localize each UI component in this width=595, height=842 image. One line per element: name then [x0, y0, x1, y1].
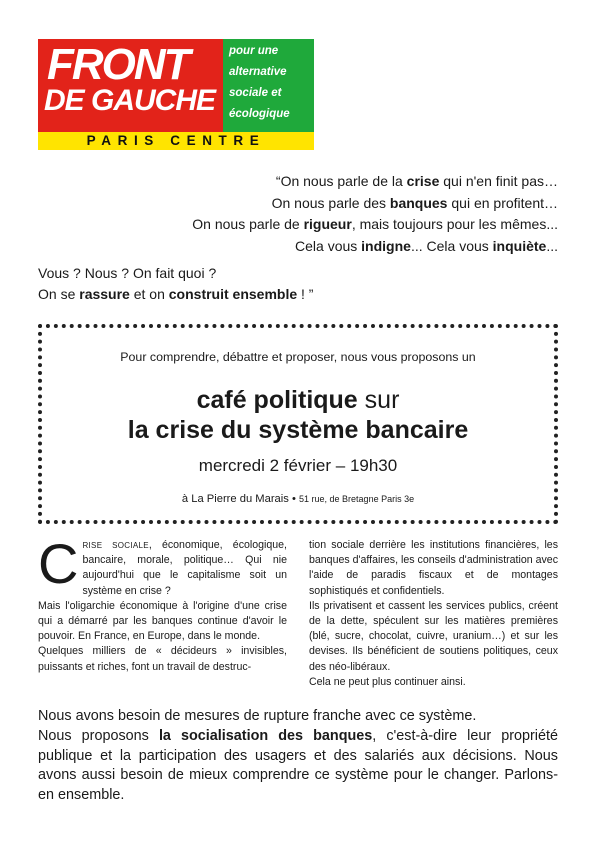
tagline-line: sociale et	[229, 87, 282, 99]
event-title: café politique sur la crise du système bancaire	[127, 386, 469, 444]
conclusion-text	[38, 707, 558, 806]
quote-line: Cela vous indigne... Cela vous inquiète...	[295, 237, 558, 254]
conclusion-paragraph: Nous proposons la socialisation des banques, c'est-à-dire leur propriété publique et la participation des usagers et des salariés aux décisions. Nous avons aussi besoin de mieux comprendre ce système pour le changer. Parlons-en ensemble.	[38, 727, 558, 804]
logo-line-2: DE GAUCHE	[44, 84, 216, 117]
vous-nous-text	[38, 263, 313, 305]
tagline-line: alternative	[229, 66, 287, 78]
article-paragraph: Cela ne peut plus continuer ainsi.	[309, 675, 466, 688]
tagline-line: écologique	[229, 108, 290, 120]
quote-line: On nous parle de rigueur, mais toujours pour les mêmes...	[192, 216, 558, 232]
vous-line-1: Vous ? Nous ? On fait quoi ?	[38, 265, 217, 281]
logo-tagline	[223, 39, 314, 132]
conclusion-line-1: Nous avons besoin de mesures de rupture franche avec ce système.	[38, 708, 477, 724]
article-column-2	[309, 538, 558, 690]
article-paragraph: Quelques milliers de « décideurs » invisibles, puissants et riches, font un travail de destruc-	[38, 645, 287, 673]
event-intro: Pour comprendre, débattre et proposer, nous vous proposons un	[120, 350, 476, 364]
event-date: mercredi 2 février – 19h30	[198, 456, 398, 475]
event-place: à La Pierre du Marais • 51 rue, de Bretagne Paris 3e	[181, 493, 415, 505]
article-paragraph: Mais l'oligarchie économique à l'origine d'une crise qui a démarré par les banques continue d'avoir le pouvoir. En France, en Europe, dans le monde.	[38, 599, 287, 643]
logo-band: PARIS CENTRE	[38, 132, 314, 150]
article-paragraph: Ils privatisent et cassent les services publics, créent de la dette, spéculent sur les matières premières (blé, sucre, chocolat, cuivre, uranium…) et sur les devises. Ils bénéficient de soutiens politiques, ceux des néo-libéraux.	[309, 599, 558, 673]
article-paragraph-continued: tion sociale derrière les institutions financières, les banques d'affaires, les conseils d'administration avec l'aide de paradis fiscaux et de montages sophistiqués et confidentiels.	[309, 539, 558, 597]
vous-line-2: On se rassure et on construit ensemble ! ”	[38, 286, 314, 302]
article-column-1	[38, 532, 287, 675]
intro-quote	[0, 171, 558, 257]
logo-red-block	[38, 39, 223, 132]
event-title-bold: café politique	[196, 386, 358, 414]
tagline-line: pour une	[229, 45, 279, 57]
drop-cap: C	[38, 532, 79, 595]
event-address: 51 rue, de Bretagne Paris 3e	[299, 494, 415, 504]
conclusion-highlight: la socialisation des banques	[158, 727, 373, 744]
quote-line: “On nous parle de la crise qui n'en finit pas…	[275, 173, 558, 189]
event-box	[38, 324, 558, 524]
article-paragraph: CRISE SOCIALE, économique, écologique, bancaire, morale, politique… Qui nie aujourd'hui que le capitalisme soit un système en crise ?	[38, 532, 287, 597]
event-subtitle: la crise du système bancaire	[127, 416, 469, 444]
quote-line: On nous parle des banques qui en profitent…	[271, 194, 558, 211]
logo-line-1: FRONT	[47, 40, 189, 89]
front-de-gauche-logo	[38, 39, 314, 150]
